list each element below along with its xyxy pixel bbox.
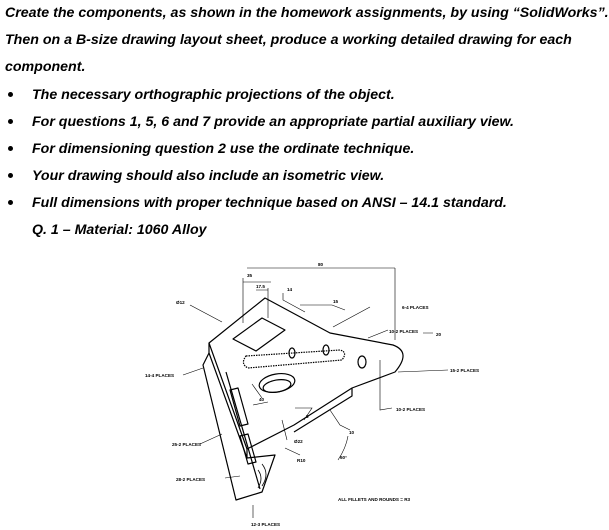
note-6-4-places: 6-4 PLACES	[402, 305, 429, 310]
intro-line-2: Then on a B-size drawing layout sheet, produce a working detailed drawing for each	[5, 32, 572, 48]
bullet-icon	[8, 200, 13, 205]
bullet-icon	[8, 146, 13, 151]
note-10-2-places: 10-2 PLACES	[396, 407, 426, 412]
bullet-text: The necessary orthographic projections of the object.	[32, 87, 395, 103]
bullet-text: Your drawing should also include an isometric view.	[32, 168, 385, 184]
dim-60deg: 60°	[340, 455, 347, 460]
dim-80: 80	[318, 262, 324, 267]
dim-10: 10	[349, 430, 355, 435]
leader-10-2-places-b	[380, 360, 392, 410]
bullet-item	[5, 191, 605, 218]
dim-line-17-5	[256, 288, 268, 318]
dim-40: 40	[259, 397, 265, 402]
dim-line-10	[330, 410, 350, 430]
note-15-2-places: 15-2 PLACES	[450, 368, 480, 373]
assignment-instructions	[5, 2, 609, 245]
leader-28-2-places	[225, 476, 240, 478]
plate-thickness	[209, 343, 352, 458]
dim-17-5: 17.5	[256, 284, 265, 289]
dim-line-15	[300, 305, 345, 310]
plate-slot	[243, 350, 344, 368]
leader-phi22	[282, 420, 287, 440]
dim-line-8	[295, 408, 312, 420]
boss	[233, 318, 285, 351]
dim-20: 20	[436, 332, 442, 337]
bullet-text: For dimensioning question 2 use the ordinate technique.	[32, 141, 415, 157]
bullet-icon	[8, 92, 13, 97]
leader-phi12	[190, 305, 222, 322]
leader-25-2-places	[200, 434, 222, 444]
center-hole-inner	[262, 378, 292, 395]
dim-r10: R10	[297, 458, 306, 463]
bullet-icon	[8, 173, 13, 178]
bullet-icon	[8, 119, 13, 124]
dim-phi22: Ø22	[294, 439, 303, 444]
bullet-item	[5, 83, 605, 110]
dim-phi12: Ø12	[176, 300, 185, 305]
top-plate	[209, 298, 403, 449]
bullet-text: For questions 1, 5, 6 and 7 provide an appropriate partial auxiliary view.	[32, 114, 514, 130]
note-fillets: ALL FILLETS AND ROUNDS = R3	[338, 497, 411, 502]
dim-14: 14	[287, 287, 293, 292]
note-10-2-places-20: 10-2 PLACES	[389, 329, 419, 334]
leader-r10	[285, 448, 300, 455]
isometric-part-drawing	[0, 250, 609, 530]
leader-6-4-places	[333, 307, 370, 327]
bullet-item	[5, 110, 605, 137]
note-28-2-places: 28-2 PLACES	[176, 477, 206, 482]
bullet-text: Full dimensions with proper technique based on ANSI – 14.1 standard.	[32, 195, 507, 211]
dim-15: 15	[333, 299, 339, 304]
question-title: Q. 1 – Material: 1060 Alloy	[32, 222, 207, 238]
note-12-3-places: 12-3 PLACES	[251, 522, 281, 527]
leader-15-2-places	[398, 370, 448, 372]
intro-line-3: component.	[5, 59, 86, 75]
note-25-2-places: 25-2 PLACES	[172, 442, 202, 447]
dim-line-80	[247, 268, 395, 340]
dim-35: 35	[247, 273, 253, 278]
bullet-item	[5, 137, 605, 164]
end-hole	[358, 356, 366, 368]
note-14-4-places: 14-4 PLACES	[145, 373, 175, 378]
leader-14-4-places	[183, 368, 203, 375]
bullet-item	[5, 164, 605, 191]
small-hole	[323, 345, 329, 355]
dim-8: 8	[306, 414, 309, 419]
intro-line-1: Create the components, as shown in the homework assignments, by using “SolidWorks”.	[5, 5, 609, 21]
